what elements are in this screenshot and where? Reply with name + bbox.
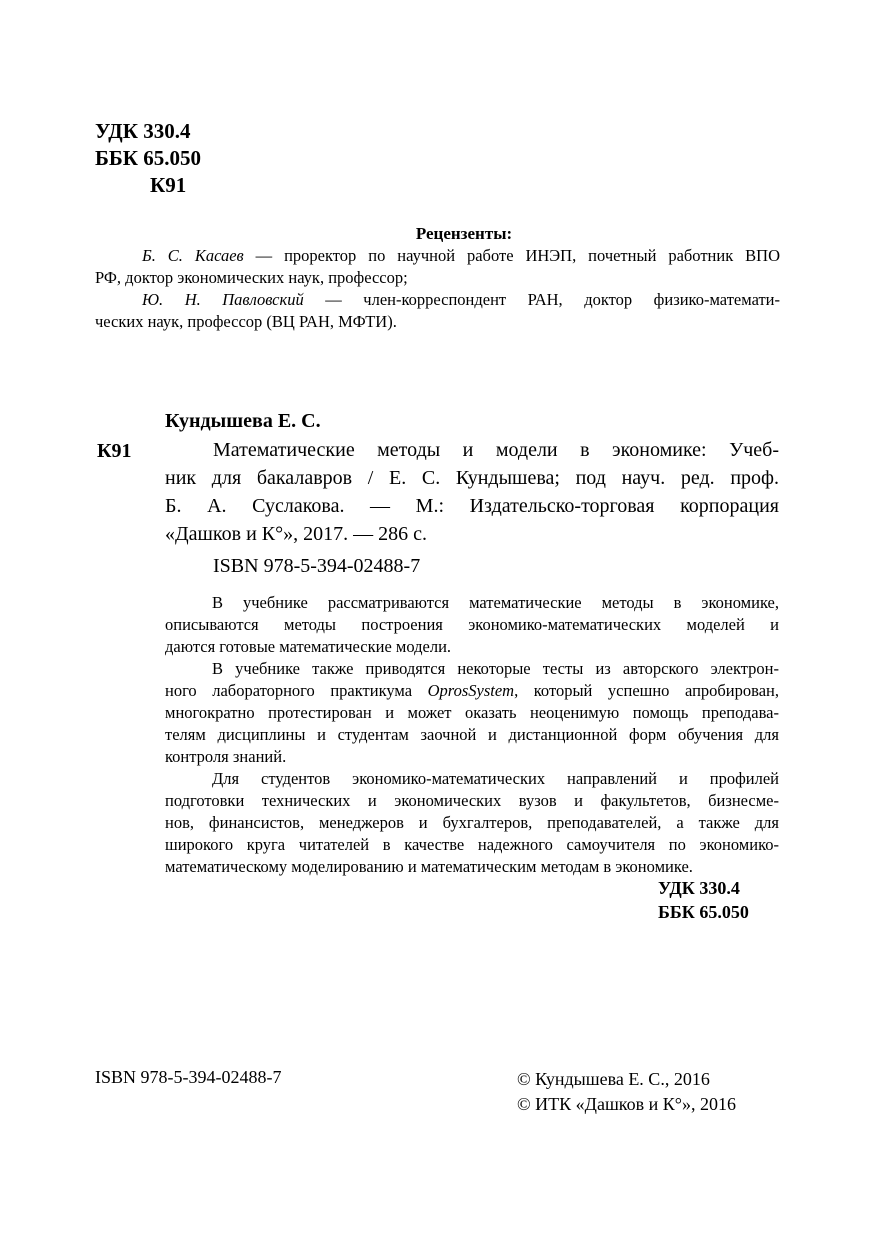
annotation-p1-line-2: описываются методы построения экономико-математических моделей и	[165, 615, 779, 634]
annotation-p2-line-2: ного лабораторного практикума OprosSystem, который успешно апробирован,	[165, 681, 779, 700]
annotation-p3-line-5: математическому моделированию и математическим методам в экономике.	[165, 857, 693, 876]
footer-isbn: ISBN 978-5-394-02488-7	[95, 1067, 282, 1087]
entry-isbn: ISBN 978-5-394-02488-7	[213, 555, 421, 577]
reviewers-heading: Рецензенты:	[415, 224, 513, 243]
reviewer-1-name: Б. С. Касаев	[142, 246, 244, 265]
footer-copyrights	[517, 1067, 736, 1117]
entry-mark: К91	[97, 440, 132, 462]
annotation-p3-line-2: подготовки технических и экономических вузов и факультетов, бизнесме-	[165, 791, 779, 810]
entry-desc-line-1: Математические методы и модели в экономике: Учеб-	[213, 439, 779, 461]
entry-author: Кундышева Е. С.	[165, 410, 321, 432]
annotation-p1-line-3: даются готовые математические модели.	[165, 637, 452, 656]
entry-description	[165, 436, 779, 548]
copyright-publisher: © ИТК «Дашков и К°», 2016	[517, 1094, 736, 1114]
reviewer-1-line-2: РФ, доктор экономических наук, профессор;	[95, 268, 408, 287]
reviewer-1-line-1: Б. С. Касаев — проректор по научной работе ИНЭП, почетный работник ВПО	[142, 246, 781, 265]
annotation-p3-line-1: Для студентов экономико-математических направлений и профилей	[212, 769, 779, 788]
reviewer-2-name: Ю. Н. Павловский	[142, 290, 304, 309]
reviewer-2-line-1: Ю. Н. Павловский — член-корреспондент РАН, доктор физико-математи-	[142, 290, 780, 309]
annotation-p3-line-3: нов, финансистов, менеджеров и бухгалтеров, преподавателей, а также для	[165, 813, 779, 832]
annotation-udk: УДК 330.4	[658, 878, 740, 898]
copyright-author: © Кундышева Е. С., 2016	[517, 1069, 710, 1089]
bbk-code: ББК 65.050	[95, 146, 201, 170]
udk-code: УДК 330.4	[95, 119, 191, 143]
annotation-p2-line-4: телям дисциплины и студентам заочной и дистанционной форм обучения для	[165, 725, 779, 744]
annotation-p3-line-4: широкого круга читателей в качестве надежного самоучителя по экономико-	[165, 835, 779, 854]
annotation-p2-line-5: контроля знаний.	[165, 747, 287, 766]
annotation-p2-line-3: многократно протестирован и может оказать неоценимую помощь преподава-	[165, 703, 779, 722]
reviewer-2-line-2: ческих наук, профессор (ВЦ РАН, МФТИ).	[95, 312, 397, 331]
annotation-codes	[658, 876, 749, 924]
annotation-bbk: ББК 65.050	[658, 902, 749, 922]
entry-desc-line-2: ник для бакалавров / Е. С. Кундышева; под науч. ред. проф.	[165, 467, 779, 489]
entry-desc-line-3: Б. А. Суслакова. — М.: Издательско-торговая корпорация	[165, 495, 779, 517]
author-mark-code: К91	[150, 173, 187, 197]
annotation-p1-line-1: В учебнике рассматриваются математические методы в экономике,	[212, 593, 779, 612]
top-codes	[95, 118, 201, 199]
annotation	[165, 592, 779, 878]
entry-desc-line-4: «Дашков и К°», 2017. — 286 с.	[165, 523, 427, 545]
reviewers-block	[95, 245, 780, 333]
software-name: OprosSystem	[427, 681, 515, 700]
annotation-p2-line-1: В учебнике также приводятся некоторые тесты из авторского электрон-	[212, 659, 779, 678]
